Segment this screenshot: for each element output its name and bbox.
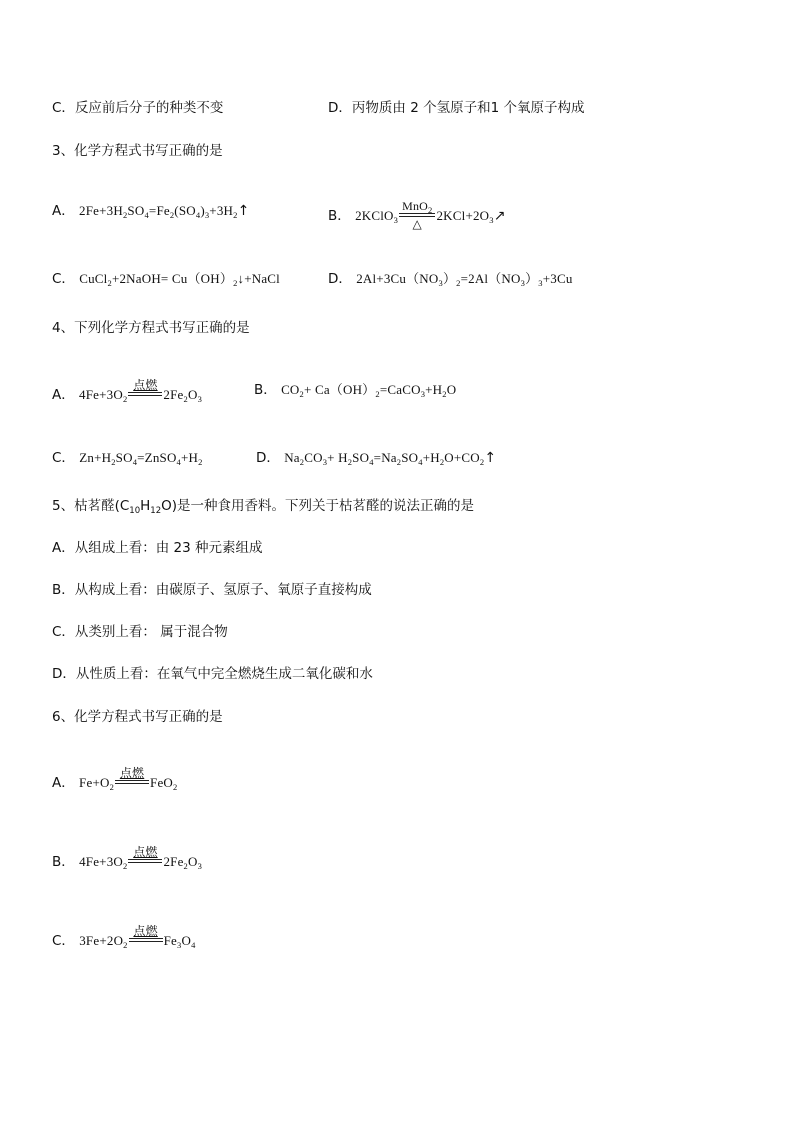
option-label: C．: [52, 271, 75, 287]
option-label: B．: [254, 382, 277, 398]
q2-option-c: [52, 98, 223, 118]
q3-option-b: [328, 201, 506, 233]
q3-option-c: [52, 269, 280, 289]
option-label: B．: [52, 853, 75, 870]
gas-arrow-icon: ↗: [493, 207, 506, 224]
equation: $CO_2+$ $Ca(OH)_2=CaCO_3+H_2O$: [281, 382, 457, 399]
option-text: 丙物质由 2 个氢原子和1 个氧原子构成: [351, 100, 585, 116]
q5-option-a: A．从组成上看：由 23 种元素组成: [52, 540, 263, 556]
q4-option-a: [52, 380, 202, 412]
q6-option-c: [52, 926, 196, 958]
q5-option-d: D．从性质上看：在氧气中完全燃烧生成二氧化碳和水: [52, 666, 373, 682]
equation: $4Fe+3O_2$ 点燃 $2Fe_2O_3$: [79, 854, 202, 869]
reaction-condition: MnO$_2$ △: [399, 199, 435, 231]
option-label: D．: [328, 100, 352, 116]
q5-option-b: B．从构成上看：由碳原子、氢原子、氧原子直接构成: [52, 582, 372, 598]
option-label: D．: [328, 271, 352, 287]
equation: $Na_2CO_3+$ $H_2SO_4=Na_2SO_4+H_2O+CO_2↑$: [284, 450, 497, 467]
option-label: A．: [52, 386, 75, 403]
q6-option-b: [52, 847, 202, 879]
gas-arrow-icon: ↑: [237, 203, 250, 219]
equation: $4Fe+3O_2$ 点燃 $2Fe_2O_3$: [79, 387, 202, 402]
option-label: C．: [52, 932, 75, 949]
reaction-condition: 点燃: [115, 766, 149, 798]
reaction-condition: 点燃: [128, 378, 162, 410]
q5-option-c: C．从类别上看： 属于混合物: [52, 624, 228, 640]
equation: $2Al+3Cu(NO_3)_2=2Al(NO_3)_3+3Cu$: [356, 271, 573, 288]
q3-option-d: [328, 269, 573, 289]
equation: $Zn+H_2SO_4=ZnSO_4+H_2$: [79, 450, 203, 467]
option-text: 反应前后分子的种类不变: [74, 100, 224, 116]
reaction-condition: 点燃: [129, 924, 163, 956]
option-label: C．: [52, 450, 75, 466]
q3-option-a: [52, 201, 250, 221]
q6-title: 6、化学方程式书写正确的是: [52, 709, 223, 725]
q4-option-d: [256, 448, 496, 468]
q3-title: 3、化学方程式书写正确的是: [52, 143, 223, 159]
q6-option-a: [52, 768, 177, 800]
q4-option-b: [254, 380, 456, 400]
gas-arrow-icon: ↑: [484, 450, 497, 466]
option-label: A．: [52, 774, 75, 791]
option-label: B．: [328, 207, 351, 224]
q4-title: 4、下列化学方程式书写正确的是: [52, 320, 250, 336]
option-label: C．: [52, 100, 75, 116]
reaction-condition: 点燃: [128, 845, 162, 877]
equation: $Fe+O_2$ 点燃 FeO$_2$: [79, 775, 177, 790]
q5-title: 5、枯茗醛$(C_{10}H_{12}O)$是一种食用香料。下列关于枯茗醛的说法正确的是: [52, 498, 475, 516]
equation: CuCl$_2$+2NaOH= $Cu(OH)_2↓+NaCl$: [79, 271, 280, 288]
equation: $2Fe+3H_2SO_4=Fe_2(SO_4)_3+3H_2↑$: [79, 203, 250, 220]
option-label: D．: [256, 450, 280, 466]
equation: $3Fe+2O_2$ 点燃 $Fe_3O_4$: [79, 933, 195, 948]
q2-option-d: [328, 98, 584, 118]
option-label: A．: [52, 203, 75, 219]
equation: 2KClO$_3$ MnO$_2$ △ $2KCl+2O_3↗$: [355, 199, 506, 231]
q4-option-c: [52, 448, 203, 468]
